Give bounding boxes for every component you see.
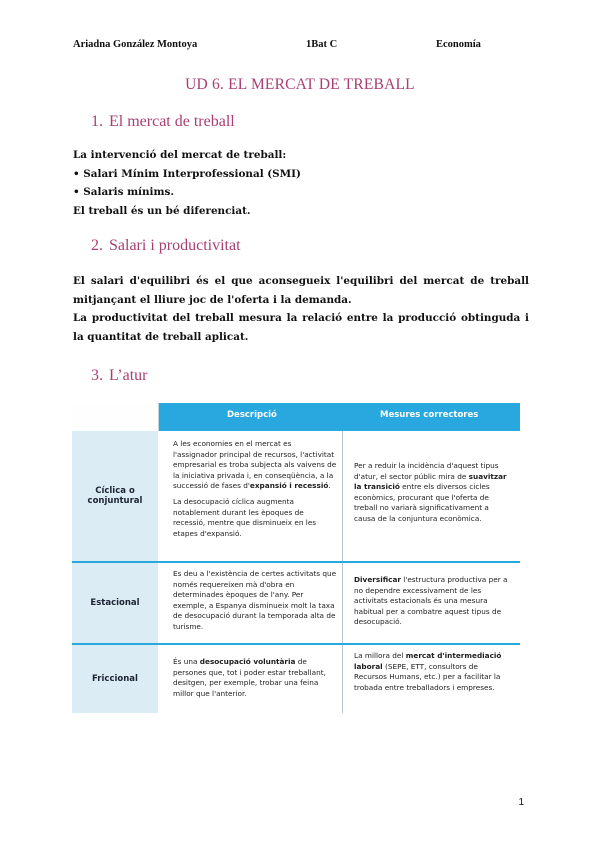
- body-paragraph: La productivitat del treball mesura la relació entre la producció obtinguda i la quantitat de treball aplicat.: [73, 312, 529, 343]
- row-label-ciclica: [72, 431, 158, 563]
- section-heading-1: [91, 113, 235, 131]
- cell-text-bold: expansió i recessió: [249, 481, 329, 491]
- body-line: El treball és un bé diferenciat.: [73, 204, 251, 217]
- column-divider: [342, 431, 343, 713]
- row-label-line: Estacional: [90, 598, 140, 608]
- cell-estacional-description: Es deu a l'existència de certes activitats que només requereixen mà d'obra en determinades èpoques de l'any. Per exemple, a Espanya disminueix molt la taxa de desocupació durant la temporada alta de turisme.: [173, 569, 337, 631]
- row-label-line: Friccional: [92, 674, 138, 684]
- section-number: 3.: [91, 367, 103, 384]
- header-course: 1Bat C: [306, 39, 338, 50]
- cell-text: entre els diversos cicles econòmics, procurant que l'oferta de treball no variarà significativament a causa de la conjuntura econòmica.: [354, 482, 490, 523]
- cell-text: l'estructura productiva per a no dependre excessivament de les activitats estacionals és una mesura habitual per a combatre aquest tipus de desocupació.: [354, 575, 508, 627]
- cell-ciclica-description: [173, 439, 337, 539]
- unemployment-table: [72, 403, 520, 713]
- row-label-line: Cíclica o: [95, 486, 135, 496]
- page-number: 1: [518, 797, 524, 808]
- section-title: Salari i productivitat: [109, 237, 241, 254]
- section-heading-2: [91, 237, 241, 255]
- table-header-description: Descripció: [227, 410, 277, 420]
- cell-paragraph: La desocupació cíclica augmenta notablement durant les èpoques de recessió, mentre que disminueix en les etapes d'expansió.: [173, 496, 317, 538]
- section-number: 2.: [91, 237, 103, 254]
- document-title: UD 6. EL MERCAT DE TREBALL: [185, 76, 415, 93]
- section-title: L’atur: [109, 367, 148, 384]
- row-divider: [158, 561, 520, 563]
- cell-text-bold: mercat d'intermediació laboral: [354, 651, 502, 671]
- table-header-measures: Mesures correctores: [380, 410, 479, 420]
- section2-body: [73, 272, 529, 346]
- body-line: • Salaris mínims.: [73, 186, 174, 198]
- row-divider: [158, 643, 520, 645]
- cell-estacional-measures: [354, 575, 512, 628]
- cell-friccional-description: [173, 657, 337, 699]
- cell-text: (SEPE, ETT, consultors de Recursos Humans, etc.) per a facilitar la trobada entre treballadors i empreses.: [354, 661, 501, 692]
- cell-text: La millora del: [354, 651, 406, 660]
- cell-text: de persones que, tot i poder estar treballant, desitgen, per exemple, trobar una feina millor que l'anterior.: [173, 657, 326, 698]
- cell-friccional-measures: [354, 651, 512, 693]
- cell-text: .: [328, 481, 331, 491]
- section1-body: [73, 146, 529, 220]
- cell-text-bold: suavitzar la transició: [354, 471, 507, 492]
- cell-text: Per a reduir la incidència d'aquest tipus d'atur, el sector públic mira de: [354, 461, 499, 481]
- section-title: El mercat de treball: [109, 113, 235, 130]
- cell-text: A les economies en el mercat es l'assignador principal de recursos, l'activitat empresarial es troba subjecta als vaivens de la iniciativa privada i, en conseqüència, a la successió de fases d': [173, 439, 337, 491]
- body-line: La intervenció del mercat de treball:: [73, 149, 287, 161]
- section-heading-3: [91, 367, 148, 385]
- section-number: 1.: [91, 113, 103, 130]
- cell-text-bold: desocupació voluntària: [199, 657, 296, 666]
- row-label-friccional: [72, 645, 158, 713]
- body-line: • Salari Mínim Interprofessional (SMI): [73, 167, 301, 180]
- body-paragraph: El salari d'equilibri és el que aconsegueix l'equilibri del mercat de treball mitjançant el lliure joc de l'oferta i la demanda.: [73, 275, 529, 306]
- cell-text-bold: Diversificar: [354, 575, 401, 584]
- row-label-estacional: [72, 563, 158, 645]
- cell-ciclica-measures: [354, 461, 512, 525]
- cell-text: És una: [173, 657, 200, 666]
- header-subject: Economía: [436, 39, 481, 50]
- cell-paragraph: [173, 439, 337, 492]
- table-header-stub: [72, 403, 159, 431]
- header-author: Ariadna González Montoya: [73, 39, 198, 50]
- row-label-line: conjuntural: [87, 496, 143, 506]
